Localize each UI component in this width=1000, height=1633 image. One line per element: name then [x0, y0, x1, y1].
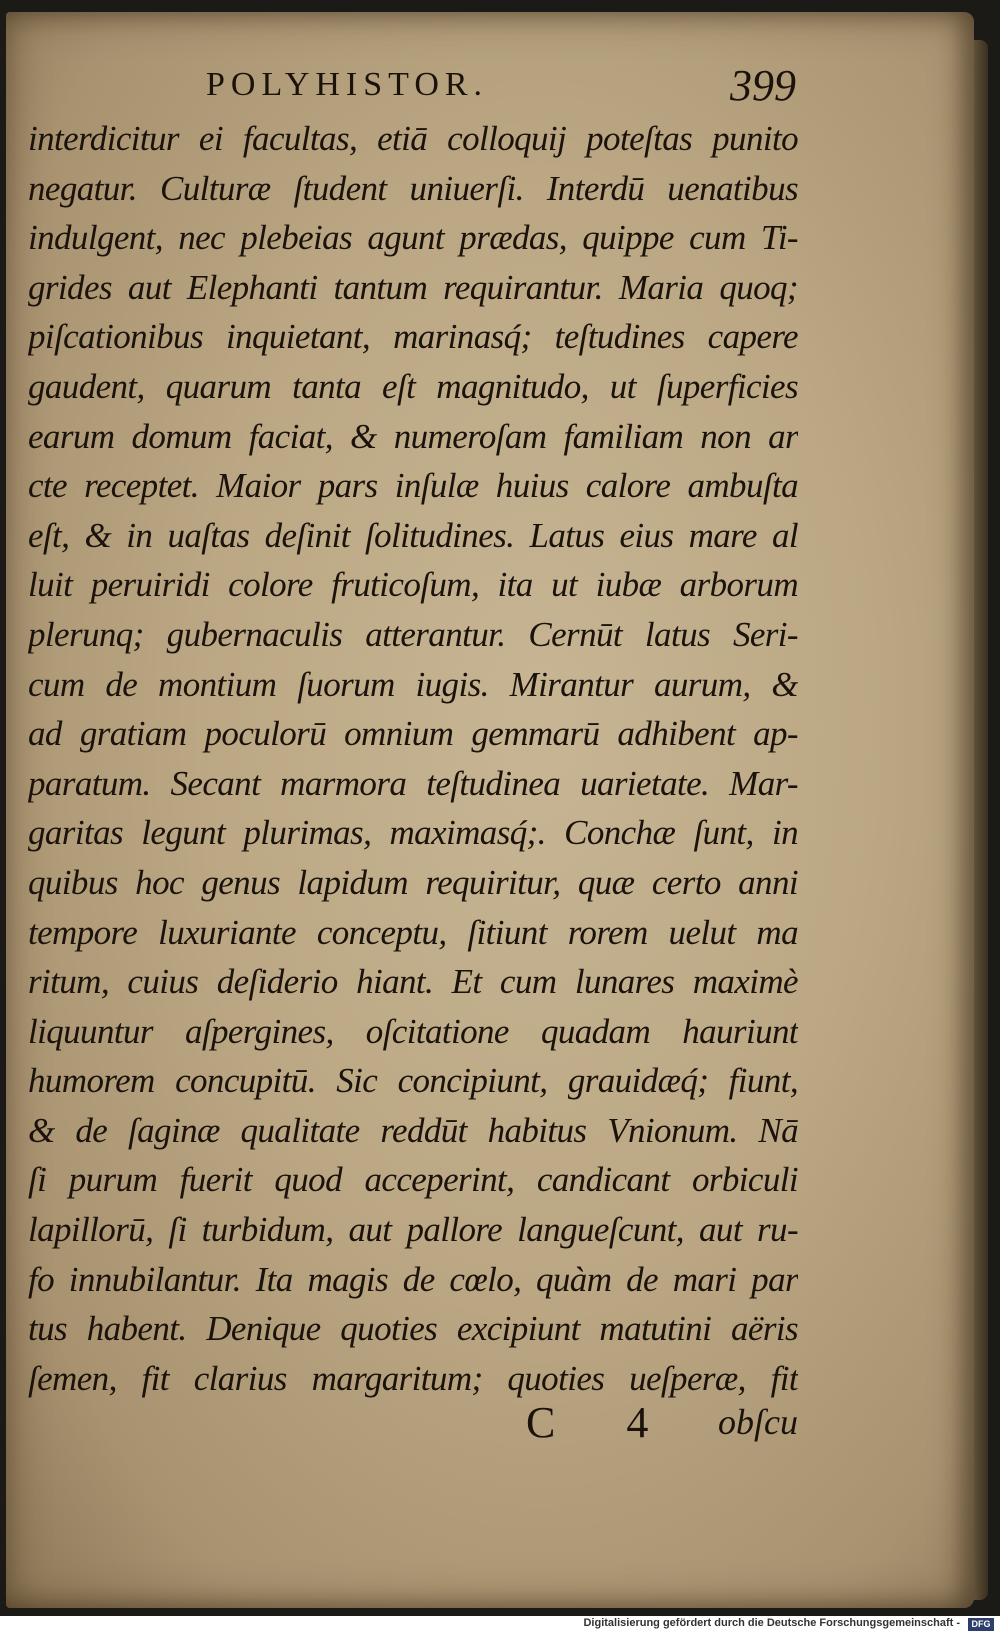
page-header [36, 60, 796, 110]
text-line: tempore luxuriante conceptu, ſitiunt rorem uelut ma [28, 912, 798, 952]
text-line: cte receptet. Maior pars inſulæ huius calore ambuſta [28, 466, 798, 506]
body-text [28, 114, 798, 1403]
text-line: fo innubilantur. Ita magis de cœlo, quàm de mari par [28, 1259, 798, 1299]
text-line: tus habent. Denique quoties excipiunt matutini aëris [28, 1309, 798, 1349]
text-line: ritum, cuius deſiderio hiant. Et cum lunares maximè [28, 962, 798, 1002]
text-line: cum de montium ſuorum iugis. Mirantur aurum, & [28, 664, 798, 704]
text-line: interdicitur ei facultas, etiā colloquij poteſtas punito [28, 119, 798, 158]
text-line: eſt, & in uaſtas deſinit ſolitudines. Latus eius mare al [28, 515, 798, 555]
catchword: obſcu [718, 1402, 798, 1442]
text-line: grides aut Elephanti tantum requirantur. Maria quoq; [28, 267, 798, 307]
text-line: humorem concupitū. Sic concipiunt, grauidæq́; fiunt, [28, 1061, 798, 1101]
page-footer [526, 1397, 806, 1457]
text-line: ſi purum fuerit quod acceperint, candicant orbiculi [28, 1160, 798, 1200]
text-line: paratum. Secant marmora teſtudinea uarietate. Mar- [28, 763, 798, 803]
text-line: negatur. Culturæ ſtudent uniuerſi. Interdū uenatibus [28, 168, 798, 208]
signature-mark: C 4 [526, 1398, 679, 1447]
book-page [6, 12, 974, 1608]
text-line: piſcationibus inquietant, marinasq́; teſtudines capere [28, 317, 798, 357]
text-line: indulgent, nec plebeias agunt prædas, quippe cum Ti- [28, 218, 798, 258]
dfg-logo-icon: DFG [968, 1618, 994, 1631]
text-line: ſemen, fit clarius margaritum; quoties ueſperæ, fit [28, 1358, 798, 1398]
text-line: plerunq; gubernaculis atterantur. Cernūt latus Seri- [28, 614, 798, 654]
text-line: quibus hoc genus lapidum requiritur, quæ certo anni [28, 862, 798, 902]
text-line: garitas legunt plurimas, maximasq́;. Conchæ ſunt, in [28, 813, 798, 853]
text-line: luit peruiridi colore fruticoſum, ita ut iubæ arborum [28, 565, 798, 605]
text-line: ad gratiam poculorū omnium gemmarū adhibent ap- [28, 714, 798, 754]
text-line: liquuntur aſpergines, oſcitatione quadam hauriunt [28, 1011, 798, 1051]
funding-credit: Digitalisierung gefördert durch die Deutsche Forschungsgemeinschaft - [583, 1617, 960, 1629]
running-head: POLYHISTOR. [206, 66, 489, 103]
text-line: earum domum faciat, & numeroſam familiam non ar [28, 416, 798, 456]
text-line: & de ſaginæ qualitate reddūt habitus Vnionum. Nā [28, 1110, 798, 1150]
text-line: lapillorū, ſi turbidum, aut pallore langueſcunt, aut ru- [28, 1210, 798, 1250]
text-line: gaudent, quarum tanta eſt magnitudo, ut ſuperficies [28, 366, 798, 406]
page-number: 399 [730, 61, 796, 110]
credit-bar [0, 1616, 1000, 1633]
